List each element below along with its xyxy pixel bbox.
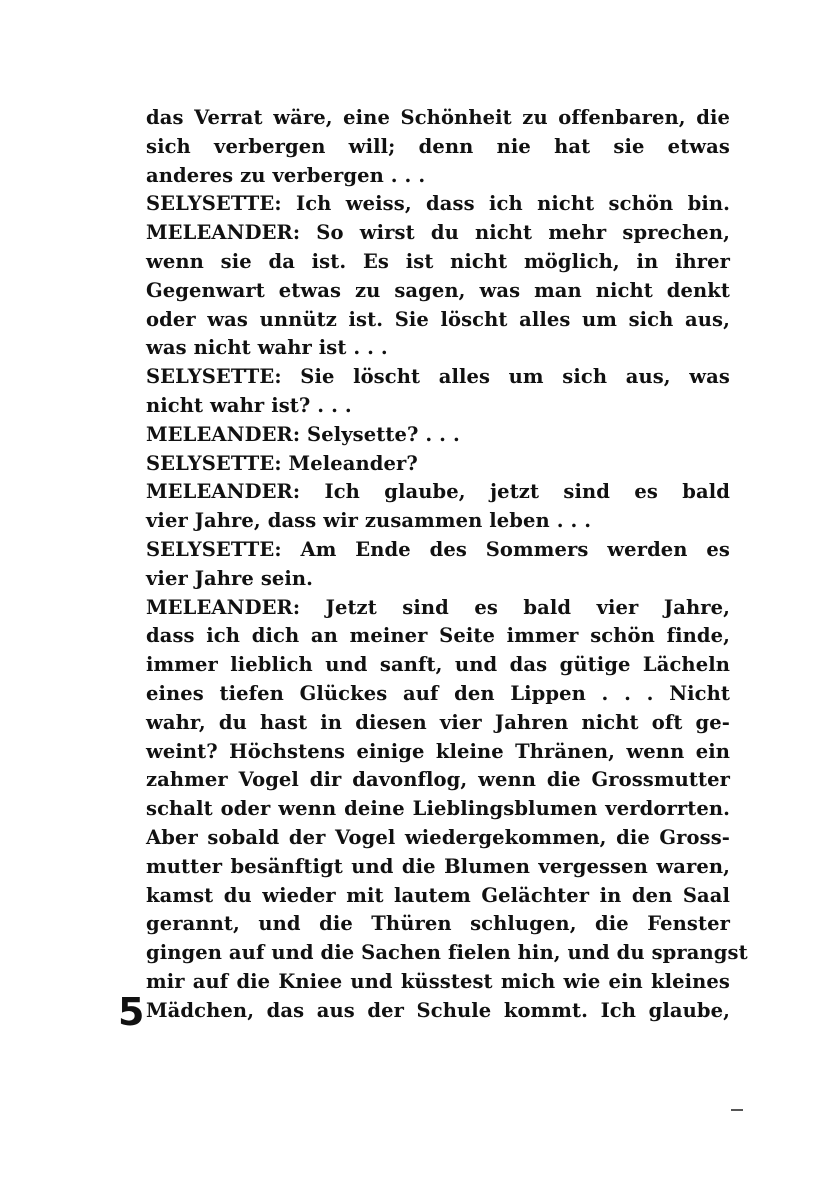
text-line: Mädchen, das aus der Schule kommt. Ich glaube, bbox=[146, 998, 730, 1022]
text-line: Aber sobald der Vogel wiedergekommen, die Gross- bbox=[146, 825, 730, 849]
text-line: MELEANDER: So wirst du nicht mehr sprechen, bbox=[146, 221, 730, 245]
text-line: schalt oder wenn deine Lieblingsblumen verdorrten. bbox=[146, 797, 730, 821]
text-line: oder was unnütz ist. Sie löscht alles um sich aus, bbox=[146, 307, 730, 331]
text-line: weint? Höchstens einige kleine Thränen, wenn ein bbox=[146, 739, 730, 763]
text-line: MELEANDER: Jetzt sind es bald vier Jahre, bbox=[146, 595, 730, 619]
text-line: wahr, du hast in diesen vier Jahren nicht oft ge- bbox=[146, 710, 730, 734]
text-line: wenn sie da ist. Es ist nicht möglich, in ihrer bbox=[146, 249, 730, 273]
text-line: dass ich dich an meiner Seite immer schön finde, bbox=[146, 624, 730, 648]
text-line: SELYSETTE: Ich weiss, dass ich nicht schön bin. bbox=[146, 192, 730, 216]
text-line: was nicht wahr ist . . . bbox=[146, 336, 388, 360]
text-line: SELYSETTE: Am Ende des Sommers werden es bbox=[146, 537, 730, 561]
text-line: immer lieblich und sanft, und das gütige Lächeln bbox=[146, 653, 730, 677]
text-line: vier Jahre sein. bbox=[146, 566, 314, 590]
text-line: SELYSETTE: Sie löscht alles um sich aus, was bbox=[146, 365, 730, 389]
text-line: gerannt, und die Thüren schlugen, die Fenster bbox=[146, 912, 730, 936]
text-line: anderes zu verbergen . . . bbox=[146, 163, 426, 187]
text-line: mutter besänftigt und die Blumen vergessen waren, bbox=[146, 854, 730, 878]
text-line: eines tiefen Glückes auf den Lippen . . . Nicht bbox=[146, 681, 730, 705]
text-line: gingen auf und die Sachen fielen hin, und du sprangst bbox=[146, 941, 748, 965]
text-line: vier Jahre, dass wir zusammen leben . . . bbox=[146, 509, 592, 533]
text-line: SELYSETTE: Meleander? bbox=[146, 451, 418, 475]
text-line: kamst du wieder mit lautem Gelächter in den Saal bbox=[146, 883, 730, 907]
text-line: sich verbergen will; denn nie hat sie etwas bbox=[146, 134, 730, 158]
page-text-block bbox=[146, 104, 748, 1026]
text-line: das Verrat wäre, eine Schönheit zu offenbaren, die bbox=[146, 106, 730, 129]
margin-dash bbox=[731, 1109, 743, 1111]
signature-mark: 5 bbox=[118, 990, 145, 1034]
text-line: zahmer Vogel dir davonflog, wenn die Grossmutter bbox=[146, 768, 730, 792]
text-line: MELEANDER: Selysette? . . . bbox=[146, 422, 460, 446]
text-line: mir auf die Kniee und küsstest mich wie ein kleines bbox=[146, 969, 730, 993]
text-line: Gegenwart etwas zu sagen, was man nicht denkt bbox=[146, 278, 730, 302]
text-line: MELEANDER: Ich glaube, jetzt sind es bald bbox=[146, 480, 730, 504]
text-line: nicht wahr ist? . . . bbox=[146, 393, 352, 417]
